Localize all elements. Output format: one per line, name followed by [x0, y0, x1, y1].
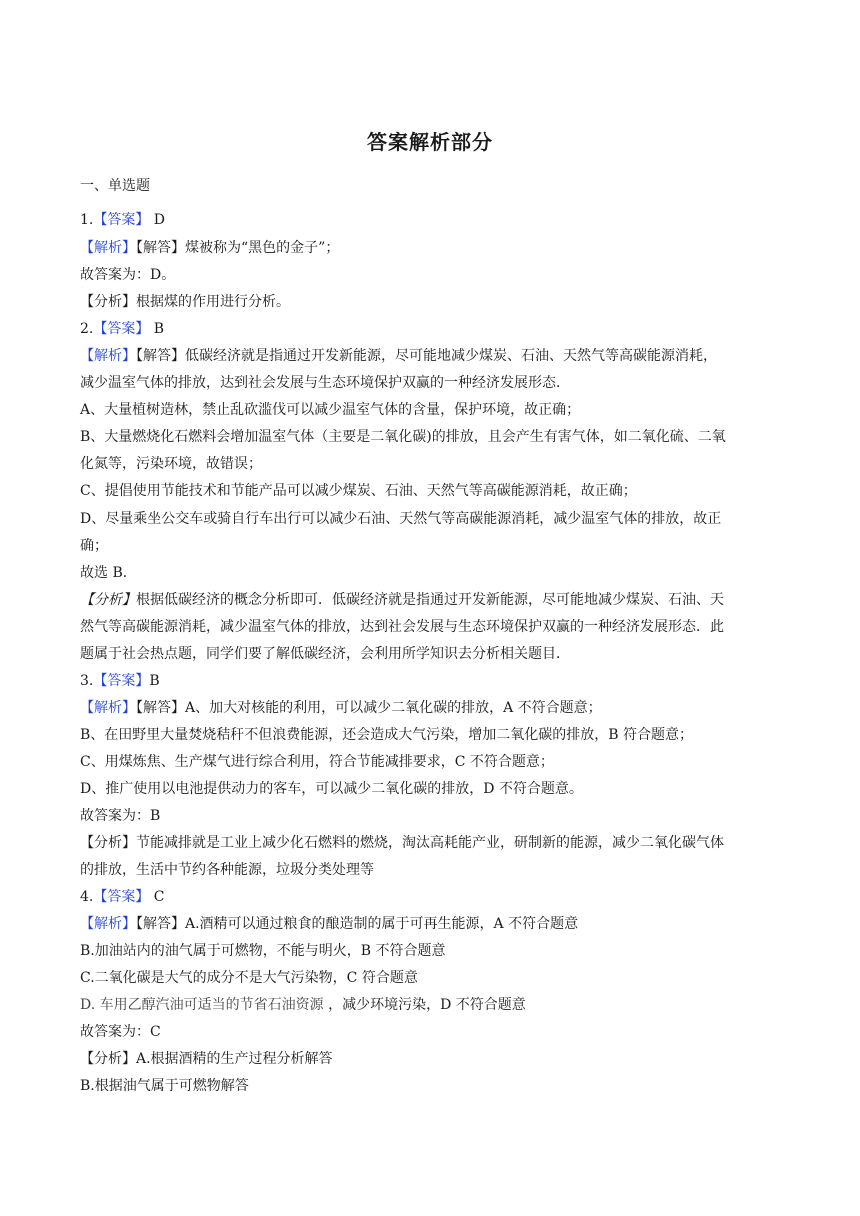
- text-span: 【分析】节能减排就是工业上减少化石燃料的燃烧，淘汰高耗能产业，研制新的能源，减少二氧化碳气体: [80, 835, 724, 851]
- text-line: [80, 536, 780, 556]
- text-span: C、用煤炼焦、生产煤气进行综合利用，符合节能减排要求，C 不符合题意；: [80, 754, 554, 770]
- text-line: [80, 833, 780, 853]
- text-line: [80, 373, 780, 393]
- text-line: [80, 995, 780, 1015]
- text-line: [80, 265, 780, 285]
- text-line: [80, 400, 780, 420]
- text-span: 【分析】A.根据酒精的生产过程分析解答: [80, 1051, 333, 1067]
- text-span: B.根据油气属于可燃物解答: [80, 1078, 249, 1094]
- text-span: A、大量植树造林，禁止乱砍滥伐可以减少温室气体的含量，保护环境，故正确；: [80, 402, 581, 418]
- text-span: B: [149, 673, 160, 689]
- page-title: 答案解析部分: [367, 130, 493, 154]
- text-span: 【解答】煤被称为“黑色的金子”；: [136, 240, 340, 256]
- text-span: 【分析】根据煤的作用进行分析。: [80, 294, 290, 310]
- text-span: D、尽量乘坐公交车或骑自行车出行可以减少石油、天然气等高碳能源消耗，减少温室气体的排放，故正: [80, 511, 722, 527]
- text-line: [80, 481, 780, 501]
- text-span: D. 车用乙醇汽油可适当的节省石油资源: [80, 997, 324, 1013]
- text-span: 【解答】A、加大对核能的利用，可以减少二氧化碳的排放，A 不符合题意；: [136, 700, 602, 716]
- text-span: B.加油站内的油气属于可燃物，不能与明火，B 不符合题意: [80, 943, 446, 959]
- text-span: C: [149, 889, 165, 905]
- text-span: 化氮等，污染环境，故错误；: [80, 456, 262, 472]
- text-span: 根据低碳经济的概念分析即可．低碳经济就是指通过开发新能源，尽可能地减少煤炭、石油、天: [136, 592, 724, 608]
- text-line: [80, 968, 780, 988]
- text-line: [80, 644, 780, 664]
- text-span: 【解答】A.酒精可以通过粮食的酿造制的属于可再生能源，A 不符合题意: [136, 916, 579, 932]
- text-line: [80, 590, 780, 610]
- text-span: 4.: [80, 889, 94, 905]
- text-line: [80, 427, 780, 447]
- text-line: [80, 725, 780, 745]
- text-line: [80, 941, 780, 961]
- answer-tag: 【答案】: [93, 212, 150, 228]
- text-span: 故答案为：D。: [80, 267, 176, 283]
- text-span: 减少温室气体的排放，达到社会发展与生态环境保护双赢的一种经济发展形态．: [80, 375, 570, 391]
- text-span: 故选 B．: [80, 565, 137, 581]
- text-span: ，减少环境污染，D 不符合题意: [323, 997, 526, 1013]
- text-span: 确；: [80, 538, 108, 554]
- text-span: 然气等高碳能源消耗，减少温室气体的排放，达到社会发展与生态环境保护双赢的一种经济发展形态．此: [80, 619, 724, 635]
- text-line: [80, 1022, 780, 1042]
- text-span: B、在田野里大量焚烧秸秆不但浪费能源，还会造成大气污染，增加二氧化碳的排放，B 符合题意；: [80, 727, 694, 743]
- text-span: 故答案为：C: [80, 1024, 161, 1040]
- text-span: D、推广使用以电池提供动力的客车，可以减少二氧化碳的排放，D 不符合题意。: [80, 781, 583, 797]
- text-line: [80, 509, 780, 529]
- text-span: D: [149, 212, 166, 228]
- text-line: [80, 752, 780, 772]
- text-line: [80, 698, 780, 718]
- text-line: [80, 238, 780, 258]
- text-line: [80, 887, 780, 907]
- text-span: 的排放，生活中节约各种能源，垃圾分类处理等: [80, 862, 374, 878]
- text-line: [80, 1076, 780, 1096]
- text-span: 【分析】: [80, 592, 136, 608]
- answer-tag: 【解析】: [80, 348, 136, 364]
- answer-tag: 【答案】: [93, 321, 150, 337]
- text-line: [80, 292, 780, 312]
- text-span: B、大量燃烧化石燃料会增加温室气体（主要是二氧化碳)的排放，且会产生有害气体，如二氧化硫、二氧: [80, 429, 726, 445]
- text-line: [80, 454, 780, 474]
- text-line: [80, 617, 780, 637]
- text-line: [80, 914, 780, 934]
- text-span: 题属于社会热点题，同学们要了解低碳经济，会利用所学知识去分析相关题目．: [80, 646, 570, 662]
- text-span: B: [149, 321, 165, 337]
- text-line: [80, 210, 780, 230]
- answer-tag: 【解析】: [80, 240, 136, 256]
- answer-tag: 【解析】: [80, 700, 136, 716]
- text-line: [80, 346, 780, 366]
- text-line: [80, 671, 780, 691]
- text-line: [80, 563, 780, 583]
- answer-tag: 【解析】: [80, 916, 136, 932]
- answer-tag: 【答案】: [93, 889, 150, 905]
- text-span: 1.: [80, 212, 94, 228]
- text-span: C、提倡使用节能技术和节能产品可以减少煤炭、石油、天然气等高碳能源消耗，故正确；: [80, 483, 637, 499]
- text-line: [80, 319, 780, 339]
- text-line: [80, 806, 780, 826]
- answer-tag: 【答案】: [93, 673, 150, 689]
- text-line: [80, 1049, 780, 1069]
- text-span: 2.: [80, 321, 94, 337]
- text-line: [80, 860, 780, 880]
- text-span: 故答案为：B: [80, 808, 161, 824]
- text-span: 【解答】低碳经济就是指通过开发新能源，尽可能地减少煤炭、石油、天然气等高碳能源消耗，: [136, 348, 717, 364]
- text-line: [80, 779, 780, 799]
- text-span: C.二氧化碳是大气的成分不是大气污染物，C 符合题意: [80, 970, 418, 986]
- text-span: 3.: [80, 673, 94, 689]
- section-heading: 一、单选题: [80, 178, 150, 194]
